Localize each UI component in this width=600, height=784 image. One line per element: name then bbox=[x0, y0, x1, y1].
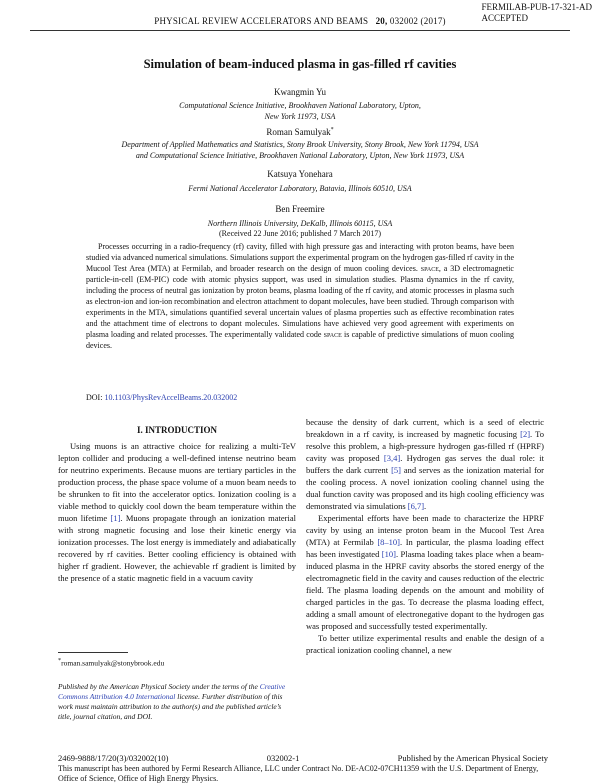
journal-name-line bbox=[30, 16, 570, 26]
abstract bbox=[86, 241, 514, 351]
left-column bbox=[58, 440, 296, 584]
affiliation-line: New York 11973, USA bbox=[264, 112, 336, 121]
paragraph-text: Using muons is an attractive choice for realizing a multi-TeV lepton collider and producing a well-defined intense neutrino beam for neutrino experiments. Because muons are tertiary particles in the production process, the phase space volume of a muon beam needs to be shrunken to fit into the accelerator optics. Ionization cooling is a viable method to quickly cool down the beam temperature within the muon lifetime bbox=[58, 441, 296, 523]
affiliation-line: Northern Illinois University, DeKalb, Illinois 60115, USA bbox=[207, 219, 393, 228]
license-text: Published by the American Physical Society under the terms of the bbox=[58, 682, 260, 691]
author-affiliation bbox=[100, 100, 500, 122]
doi-link[interactable]: 10.1103/PhysRevAccelBeams.20.032002 bbox=[104, 393, 238, 402]
paragraph-text: and serves as the ionization material for the cooling process. A novel ionization cooling channel using the dual function cavity was proposed and its high cooling efficiency was demonstrated via simulations bbox=[306, 465, 544, 511]
citation-link[interactable]: [5] bbox=[391, 465, 401, 475]
footer-page-number: 032002-1 bbox=[266, 753, 300, 763]
footnote-mark: * bbox=[58, 657, 62, 664]
paragraph bbox=[306, 512, 544, 632]
paragraph-text: . To resolve this problem, a high-pressure hydrogen gas-filled rf (HPRF) cavity was proposed bbox=[306, 429, 544, 463]
author-footnote-mark: * bbox=[330, 127, 334, 133]
author-name: Roman Samulyak bbox=[266, 127, 331, 137]
paragraph bbox=[306, 416, 544, 512]
author-affiliation bbox=[60, 139, 540, 161]
license-note bbox=[58, 682, 296, 722]
paragraph bbox=[58, 440, 296, 584]
journal-article-number: 032002 (2017) bbox=[389, 16, 446, 26]
paragraph-text: Experimental efforts have been made to characterize the HPRF cavity by using an intense proton beam in the Mucool Test Area (MTA) at Fermilab bbox=[306, 513, 544, 547]
code-name: space bbox=[420, 264, 439, 273]
right-column bbox=[306, 416, 544, 656]
author-name: Kwangmin Yu bbox=[274, 87, 326, 97]
author-affiliation bbox=[100, 183, 500, 194]
citation-link[interactable]: [2] bbox=[520, 429, 531, 439]
license-text: license. Further distribution of this work must maintain attribution to the author(s) and the published article’s title, journal citation, and DOI. bbox=[58, 692, 283, 721]
paragraph bbox=[306, 632, 544, 656]
doi-line bbox=[86, 393, 237, 402]
report-id: FERMILAB-PUB-17-321-AD bbox=[481, 2, 592, 12]
citation-link[interactable]: [8–10] bbox=[377, 537, 401, 547]
affiliation-line: Computational Science Initiative, Brookhaven National Laboratory, Upton, bbox=[179, 101, 421, 110]
abstract-text: is capable of predictive simulations of muon cooling devices. bbox=[86, 330, 515, 350]
paragraph-text: . Hydrogen gas serves the dual role: it buffers the dark current bbox=[306, 453, 544, 475]
footnote-divider bbox=[58, 652, 128, 653]
page-footer bbox=[58, 753, 548, 763]
paragraph-text: . Muons propagate through an ionization material with strong magnetic focusing and lose their kinetic energy via ionization processes. The lost energy is immediately and adiabatically recovered by rf cavities. Better cooling efficiency is obtained with higher rf gradient. However, the achievable rf gradient is limited by the presence of a static magnetic field in a vacuum cavity bbox=[58, 513, 296, 583]
code-name: space bbox=[323, 330, 342, 339]
doi-label: DOI: bbox=[86, 393, 103, 402]
citation-link[interactable]: [1] bbox=[110, 513, 121, 523]
journal-volume: 20, bbox=[375, 16, 388, 26]
paragraph-text: . In particular, the plasma loading effect has been investigated bbox=[306, 537, 544, 559]
section-heading: I. INTRODUCTION bbox=[136, 425, 217, 435]
author-name: Katsuya Yonehara bbox=[267, 169, 333, 179]
paper-title: Simulation of beam-induced plasma in gas-filled rf cavities bbox=[143, 57, 457, 71]
affiliation-line: Fermi National Accelerator Laboratory, Batavia, Illinois 60510, USA bbox=[188, 184, 412, 193]
abstract-text: Processes occurring in a radio-frequency (rf) cavity, filled with high pressure gas and interacting with proton beams, have been studied via advanced numerical simulations. Simulations support the experimental program on the hydrogen gas-filled rf cavity in the Mucool Test Area (MTA) at Fermilab, and broader research on the design of muon cooling devices. bbox=[86, 242, 514, 273]
abstract-text: , a 3D electromagnetic particle-in-cell (EM-PIC) code with atomic physics support, was used in simulation studies. Plasma dynamics in the rf cavity, including the process of neutral gas ionization by proton beams, plasma loading of the rf cavity, and atomic processes in plasma such as electron-ion and ion-ion recombination and electron attachment to dopant molecules, have been studied. Through comparison with experiments in the MTA, simulations quantified several uncertain values of plasma properties such as effective recombination rates and the attachment time of electrons to dopant molecules. Simulations have achieved very good agreement with experiments on plasma loading and related processes. The experimentally validated code bbox=[86, 264, 514, 339]
report-status: ACCEPTED bbox=[481, 13, 528, 23]
corresponding-author-footnote bbox=[58, 657, 164, 668]
journal-header bbox=[30, 16, 570, 26]
paragraph-text: . Plasma loading takes place when a beam-induced plasma in the HPRF cavity absorbs the stored energy of the electromagnetic field in the cavity and causes reduction of the electric field. The plasma loading depends on the amount and mobility of charged particles in the gas. To decrease the plasma loading effect, adding a small amount of electronegative dopant to the hydrogen gas was proposed and successfully tested experimentally. bbox=[306, 549, 544, 631]
author-email: roman.samulyak@stonybrook.edu bbox=[61, 658, 165, 668]
received-dates: (Received 22 June 2016; published 7 March 2017) bbox=[219, 229, 381, 238]
paragraph-text: because the density of dark current, which is a seed of electric breakdown in a rf cavity, is increased by magnetic focusing bbox=[306, 417, 544, 439]
affiliation-line: and Computational Science Initiative, Brookhaven National Laboratory, Upton, New York 11973, USA bbox=[135, 151, 465, 160]
paragraph-text: . bbox=[424, 501, 427, 511]
journal-name: PHYSICAL REVIEW ACCELERATORS AND BEAMS bbox=[154, 16, 369, 26]
citation-link[interactable]: [10] bbox=[381, 549, 396, 559]
author-name-line bbox=[100, 127, 500, 137]
license-link[interactable]: Creative Commons Attribution 4.0 International bbox=[58, 682, 286, 701]
affiliation-line: Department of Applied Mathematics and Statistics, Stony Brook University, Stony Brook, New York 11794, USA bbox=[121, 140, 479, 149]
footer-issn: 2469-9888/17/20(3)/032002(10) bbox=[58, 753, 169, 763]
header-divider bbox=[30, 30, 570, 31]
funding-notice: This manuscript has been authored by Fermi Research Alliance, LLC under Contract No. DE-AC02-07CH11359 with the U.S. Department of Energy, Office of Science, Office of High Energy Physics. bbox=[58, 764, 539, 783]
citation-link[interactable]: [6,7] bbox=[407, 501, 425, 511]
footer-publisher: Published by the American Physical Society bbox=[397, 753, 548, 763]
author-name: Ben Freemire bbox=[275, 204, 325, 214]
paragraph-text: To better utilize experimental results and enable the design of a practical ionization cooling channel, a new bbox=[306, 633, 544, 655]
citation-link[interactable]: [3,4] bbox=[383, 453, 401, 463]
